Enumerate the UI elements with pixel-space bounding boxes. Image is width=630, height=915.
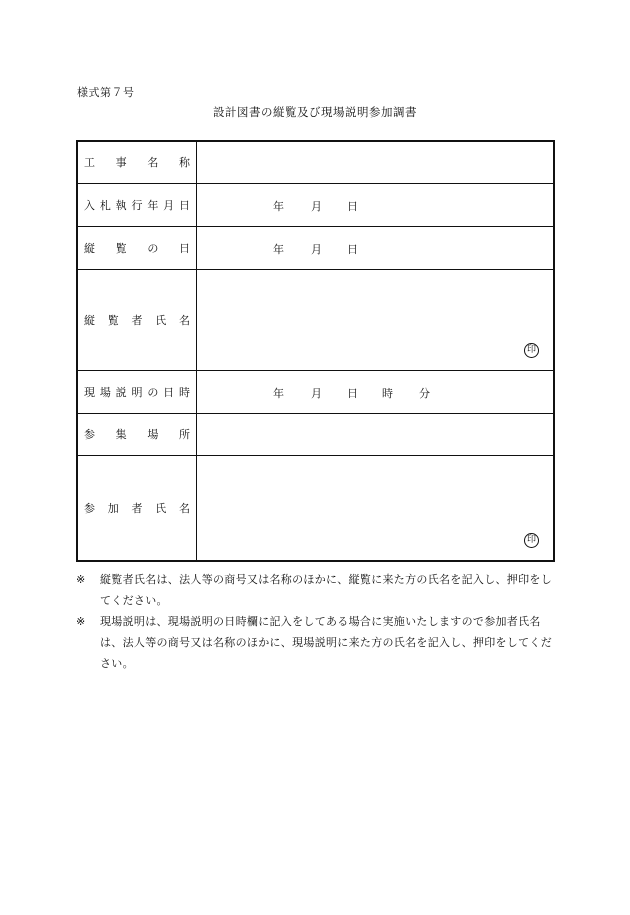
label-char: 縦 <box>84 241 95 255</box>
bid-date-field[interactable] <box>197 183 555 226</box>
label-char: 名 <box>147 156 159 170</box>
label-char: 日 <box>178 198 190 212</box>
label-char: 現 <box>84 385 95 399</box>
label-char: の <box>147 241 159 255</box>
label-char: 日 <box>178 241 190 255</box>
label-char: 者 <box>131 313 143 327</box>
application-table <box>76 140 555 562</box>
label-char: 説 <box>115 385 127 399</box>
document-title: 設計図書の縦覧及び現場説明参加調書 <box>213 105 417 119</box>
table-row-construction-name <box>77 141 554 183</box>
label-char: 集 <box>115 428 127 441</box>
label-char: 事 <box>115 156 127 170</box>
year-unit: 年 <box>273 242 284 256</box>
day-unit: 日 <box>347 199 358 213</box>
label-char: 執 <box>115 198 127 212</box>
row-label <box>78 384 196 400</box>
note-text: 縦覧者氏名は、法人等の商号又は名称のほかに、縦覧に来た方の氏名を記入し、押印をしてください。 <box>100 573 552 607</box>
label-char: 場 <box>147 428 159 441</box>
year-unit: 年 <box>273 386 284 400</box>
label-char: 入 <box>84 198 95 212</box>
note-mark: ※ <box>76 615 86 628</box>
table-row-meeting-place <box>77 413 554 455</box>
table-row-bid-date <box>77 183 554 226</box>
note-mark: ※ <box>76 573 86 586</box>
day-unit: 日 <box>347 242 358 256</box>
label-char: 日 <box>163 385 175 399</box>
month-unit: 月 <box>311 386 322 400</box>
note-item <box>76 569 556 611</box>
row-label <box>78 500 196 516</box>
form-number: 様式第７号 <box>77 86 135 99</box>
row-label <box>78 197 196 213</box>
row-label <box>78 312 196 328</box>
label-char: 月 <box>163 198 175 212</box>
label-char: 明 <box>131 385 143 399</box>
table-row-viewing-date <box>77 226 554 269</box>
viewing-date-field[interactable] <box>197 226 555 269</box>
construction-name-field[interactable] <box>197 141 555 183</box>
label-char: 縦 <box>84 313 95 327</box>
label-char: 氏 <box>155 313 167 327</box>
table-row-viewer-name <box>77 269 554 370</box>
row-label <box>78 240 196 256</box>
label-char: 覧 <box>107 313 119 327</box>
label-char: 場 <box>99 385 111 399</box>
row-label <box>78 154 196 170</box>
label-char: 所 <box>178 428 190 441</box>
seal-icon: 印 <box>524 343 539 358</box>
label-char: 称 <box>178 156 190 170</box>
label-char: 覧 <box>115 241 127 255</box>
label-char: 工 <box>84 156 95 170</box>
minute-unit: 分 <box>419 386 430 400</box>
month-unit: 月 <box>311 242 322 256</box>
label-char: 加 <box>107 501 119 515</box>
month-unit: 月 <box>311 199 322 213</box>
row-label <box>78 426 196 442</box>
note-item <box>76 611 556 674</box>
notes <box>76 569 556 674</box>
hour-unit: 時 <box>382 386 393 400</box>
seal-icon: 印 <box>524 533 539 548</box>
label-char: 時 <box>178 385 190 399</box>
label-char: の <box>147 385 159 399</box>
note-text: 現場説明は、現場説明の日時欄に記入をしてある場合に実施いたしますので参加者氏名は、法人等の商号又は名称のほかに、現場説明に来た方の氏名を記入し、押印をしてください。 <box>100 615 552 670</box>
year-unit: 年 <box>273 199 284 213</box>
day-unit: 日 <box>347 386 358 400</box>
label-char: 者 <box>131 501 143 515</box>
label-char: 年 <box>147 198 159 212</box>
label-char: 行 <box>131 198 143 212</box>
label-char: 名 <box>179 501 190 515</box>
viewer-name-field[interactable] <box>197 269 555 370</box>
label-char: 札 <box>99 198 111 212</box>
label-char: 参 <box>84 428 95 441</box>
label-char: 参 <box>84 501 95 515</box>
table-row-site-briefing-datetime <box>77 370 554 413</box>
participant-name-field[interactable] <box>197 455 555 561</box>
label-char: 氏 <box>155 501 167 515</box>
table-row-participant-name <box>77 455 554 561</box>
label-char: 名 <box>179 313 190 327</box>
site-briefing-datetime-field[interactable] <box>197 370 555 413</box>
meeting-place-field[interactable] <box>197 413 555 455</box>
